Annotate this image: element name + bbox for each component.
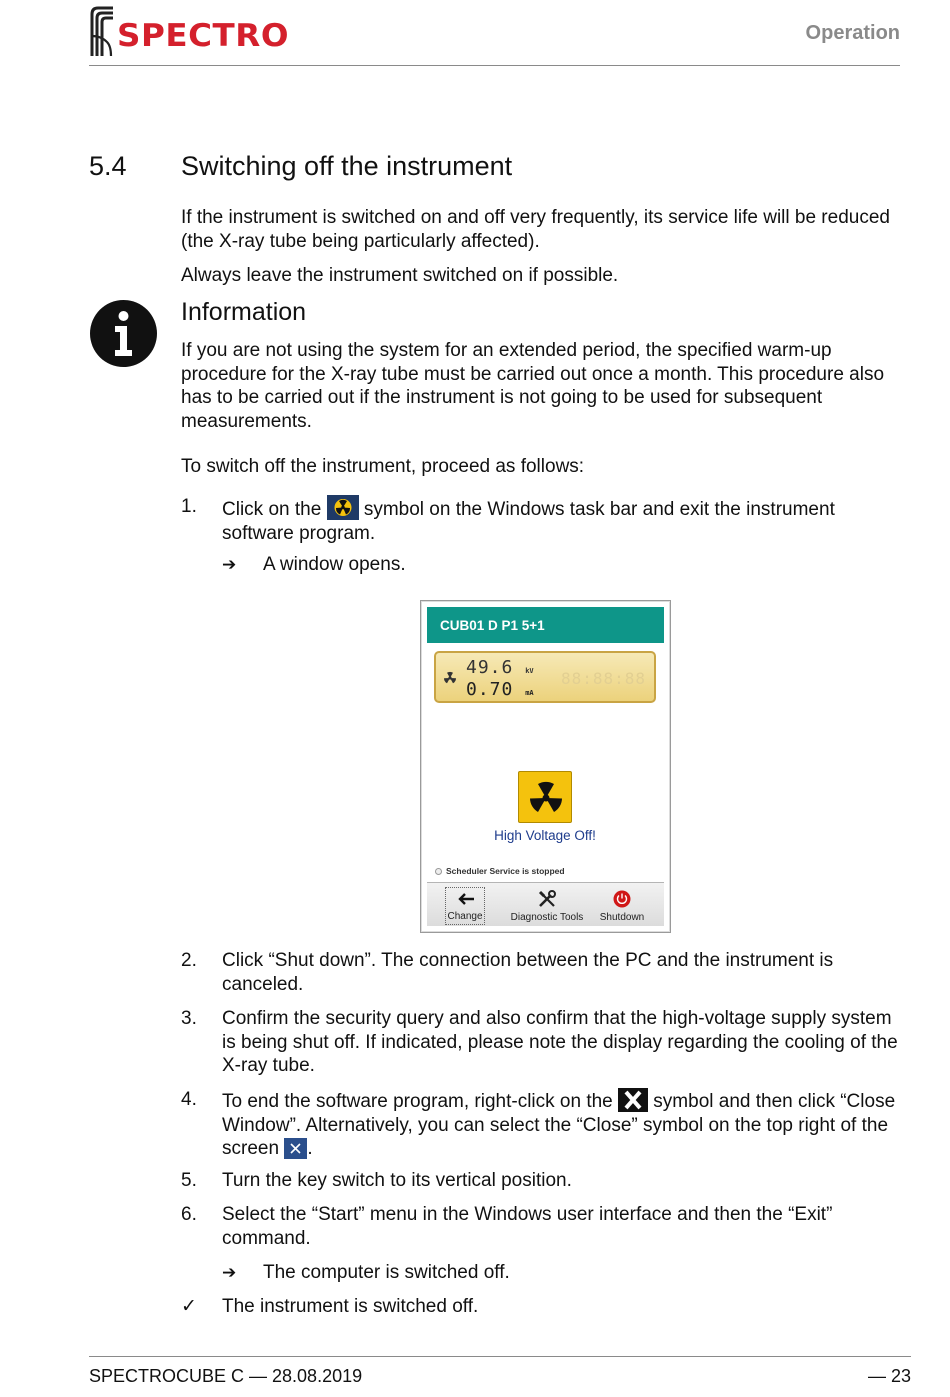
step-4-text	[222, 1088, 902, 1161]
procedure-lead-in: To switch off the instrument, proceed as follows:	[181, 456, 585, 477]
timer-digits: 88:88:88	[560, 669, 646, 688]
step-4-number: 4.	[181, 1089, 197, 1110]
section-number: 5.4	[89, 151, 127, 181]
radiation-icon	[519, 772, 573, 824]
check-mark-icon: ✓	[181, 1296, 197, 1317]
diagnostic-tools-label: Diagnostic Tools	[510, 912, 584, 923]
step-1-number: 1.	[181, 496, 197, 517]
information-text: If you are not using the system for an extended period, the specified warm-up procedure for the X-ray tube must be carried out once a month. This procedure also has to be carried out if the instrument is not going to be used for subsequent measurements.	[181, 340, 885, 432]
high-voltage-button[interactable]	[518, 771, 572, 823]
step-1-text-before: Click on the	[222, 499, 322, 520]
result-arrow-icon: ➔	[222, 555, 237, 574]
info-icon	[90, 300, 157, 367]
spectro-logo-icon	[89, 6, 117, 58]
shutdown-button[interactable]	[593, 887, 651, 925]
step-1-text	[222, 495, 902, 545]
intro-paragraph-2: Always leave the instrument switched on if possible.	[181, 265, 619, 286]
logo-wordmark: SPECTRO	[117, 18, 290, 54]
step-5-text: Turn the key switch to its vertical position.	[222, 1170, 572, 1191]
information-heading: Information	[181, 298, 307, 326]
status-panel	[434, 651, 656, 703]
step-2-number: 2.	[181, 950, 197, 971]
ma-readout	[466, 679, 534, 700]
step-1-result: A window opens.	[263, 554, 406, 575]
arrow-left-icon	[457, 892, 475, 906]
section-title: Switching off the instrument	[181, 151, 513, 181]
spectro-logo	[89, 6, 290, 58]
step-6-result: The computer is switched off.	[263, 1262, 510, 1283]
change-label: Change	[447, 911, 483, 922]
step-4-text-after: symbol and then click “Close Window”. Alternatively, you can select the “Close” symbol on the top right of the screen	[222, 1091, 896, 1159]
close-window-icon	[284, 1138, 307, 1159]
ma-value: 0.70	[466, 679, 514, 700]
chapter-title: Operation	[805, 22, 900, 44]
shutdown-label: Shutdown	[599, 912, 645, 923]
kv-readout	[466, 657, 534, 678]
step-3-text: Confirm the security query and also confirm that the high-voltage supply system is being shut off. If indicated, please note the display regarding the cooling of the X-ray tube.	[222, 1008, 898, 1076]
window-title: CUB01 D P1 5+1	[427, 607, 664, 643]
diagnostic-tools-button[interactable]	[507, 887, 587, 925]
step-4-text-before: To end the software program, right-click on the	[222, 1091, 613, 1112]
kv-value: 49.6	[466, 657, 514, 678]
step-6-number: 6.	[181, 1204, 197, 1225]
final-result: The instrument is switched off.	[222, 1296, 479, 1317]
scheduler-text: Scheduler Service is stopped	[446, 866, 565, 876]
result-arrow-icon: ➔	[222, 1263, 237, 1282]
page-header	[89, 0, 900, 66]
kv-unit: kV	[525, 667, 534, 675]
ma-unit: mA	[525, 689, 534, 697]
step-2-text: Click “Shut down”. The connection between the PC and the instrument is canceled.	[222, 950, 834, 995]
radiation-small-icon	[443, 671, 457, 685]
scheduler-status	[435, 866, 565, 876]
power-icon	[613, 890, 631, 908]
step-6-text: Select the “Start” menu in the Windows user interface and then the “Exit” command.	[222, 1204, 833, 1249]
x-close-taskbar-icon	[618, 1088, 648, 1112]
change-button[interactable]	[445, 887, 485, 925]
scheduler-indicator-icon	[435, 868, 442, 875]
instrument-window	[420, 600, 671, 933]
tools-icon	[537, 889, 557, 909]
footer-document: SPECTROCUBE C — 28.08.2019	[89, 1366, 363, 1386]
high-voltage-status: High Voltage Off!	[494, 828, 596, 843]
step-3-number: 3.	[181, 1008, 197, 1029]
step-1-text-after: symbol on the Windows task bar and exit the instrument software program.	[222, 499, 835, 544]
window-toolbar	[427, 882, 664, 926]
step-5-number: 5.	[181, 1170, 197, 1191]
page-footer	[89, 1356, 911, 1386]
instrument-taskbar-icon	[327, 495, 359, 520]
step-4-text-end: .	[307, 1138, 313, 1159]
intro-paragraph-1: If the instrument is switched on and off very frequently, its service life will be reduced (the X-ray tube being particularly affected).	[181, 207, 890, 252]
footer-page-number: — 23	[867, 1366, 911, 1386]
